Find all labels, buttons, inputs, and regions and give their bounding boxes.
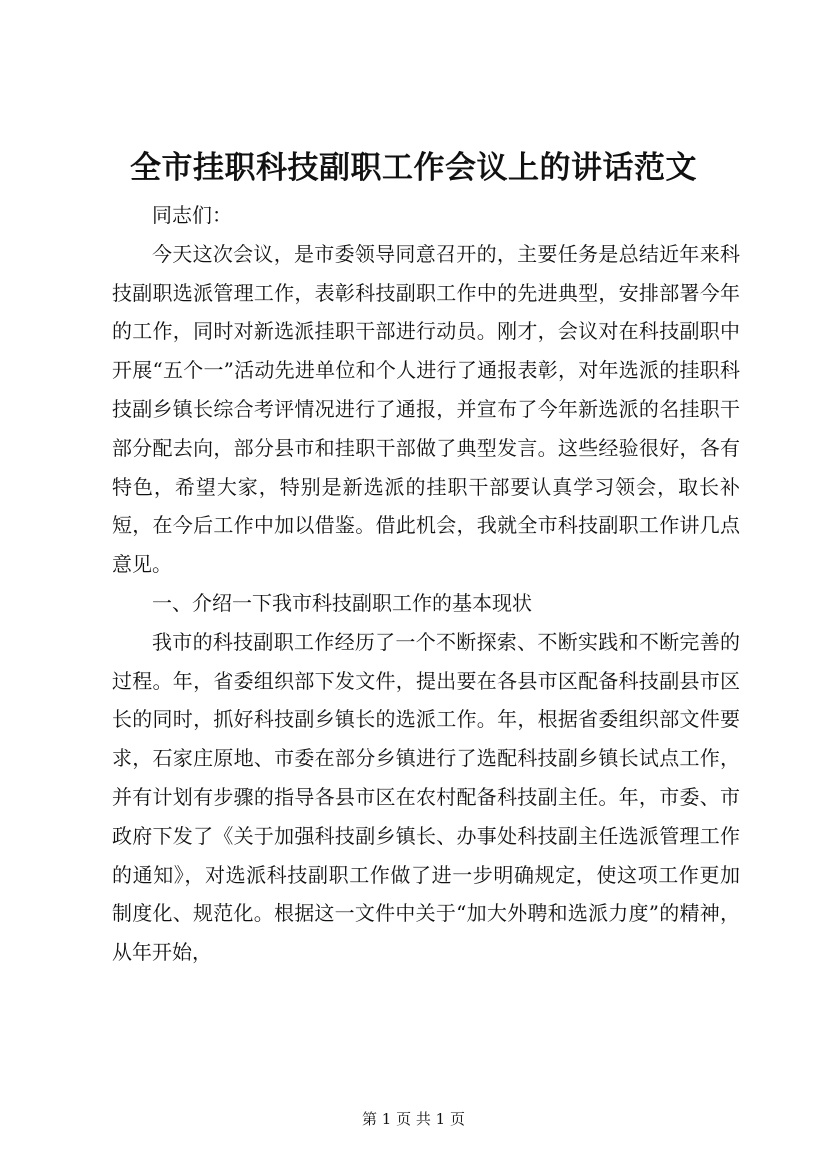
section-heading: 一、介绍一下我市科技副职工作的基本现状 <box>152 590 532 615</box>
document-body <box>112 196 740 972</box>
page-footer: 第 1 页 共 1 页 <box>362 1110 465 1128</box>
document-title: 全市挂职科技副职工作会议上的讲话范文 <box>130 150 697 186</box>
body-paragraph: 今天这次会议，是市委领导同意召开的，主要任务是总结近年来科技副职选派管理工作，表彰科技副职工作中的先进典型，安排部署今年的工作，同时对新选派挂职干部进行动员。刚才，会议对在科技副职中开展“五个一”活动先进单位和个人进行了通报表彰，对年选派的挂职科技副乡镇长综合考评情况进行了通报，并宣布了今年新选派的名挂职干部分配去向，部分县市和挂职干部做了典型发言。这些经验很好，各有特色，希望大家，特别是新选派的挂职干部要认真学习领会，取长补短，在今后工作中加以借鉴。借此机会，我就全市科技副职工作讲几点意见。 <box>112 241 740 577</box>
salutation-paragraph: 同志们： <box>152 203 232 227</box>
body-paragraph: 我市的科技副职工作经历了一个不断探索、不断实践和不断完善的过程。年，省委组织部下发文件，提出要在各县市区配备科技副县市区长的同时，抓好科技副乡镇长的选派工作。年，根据省委组织部文件要求，石家庄原地、市委在部分乡镇进行了选配科技副乡镇长试点工作，并有计划有步骤的指导各县市区在农村配备科技副主任。年，市委、市政府下发了《关于加强科技副乡镇长、办事处科技副主任选派管理工作的通知》，对选派科技副职工作做了进一步明确规定，使这项工作更加制度化、规范化。根据这一文件中关于“加大外聘和选派力度”的精神，从年开始， <box>112 629 740 965</box>
